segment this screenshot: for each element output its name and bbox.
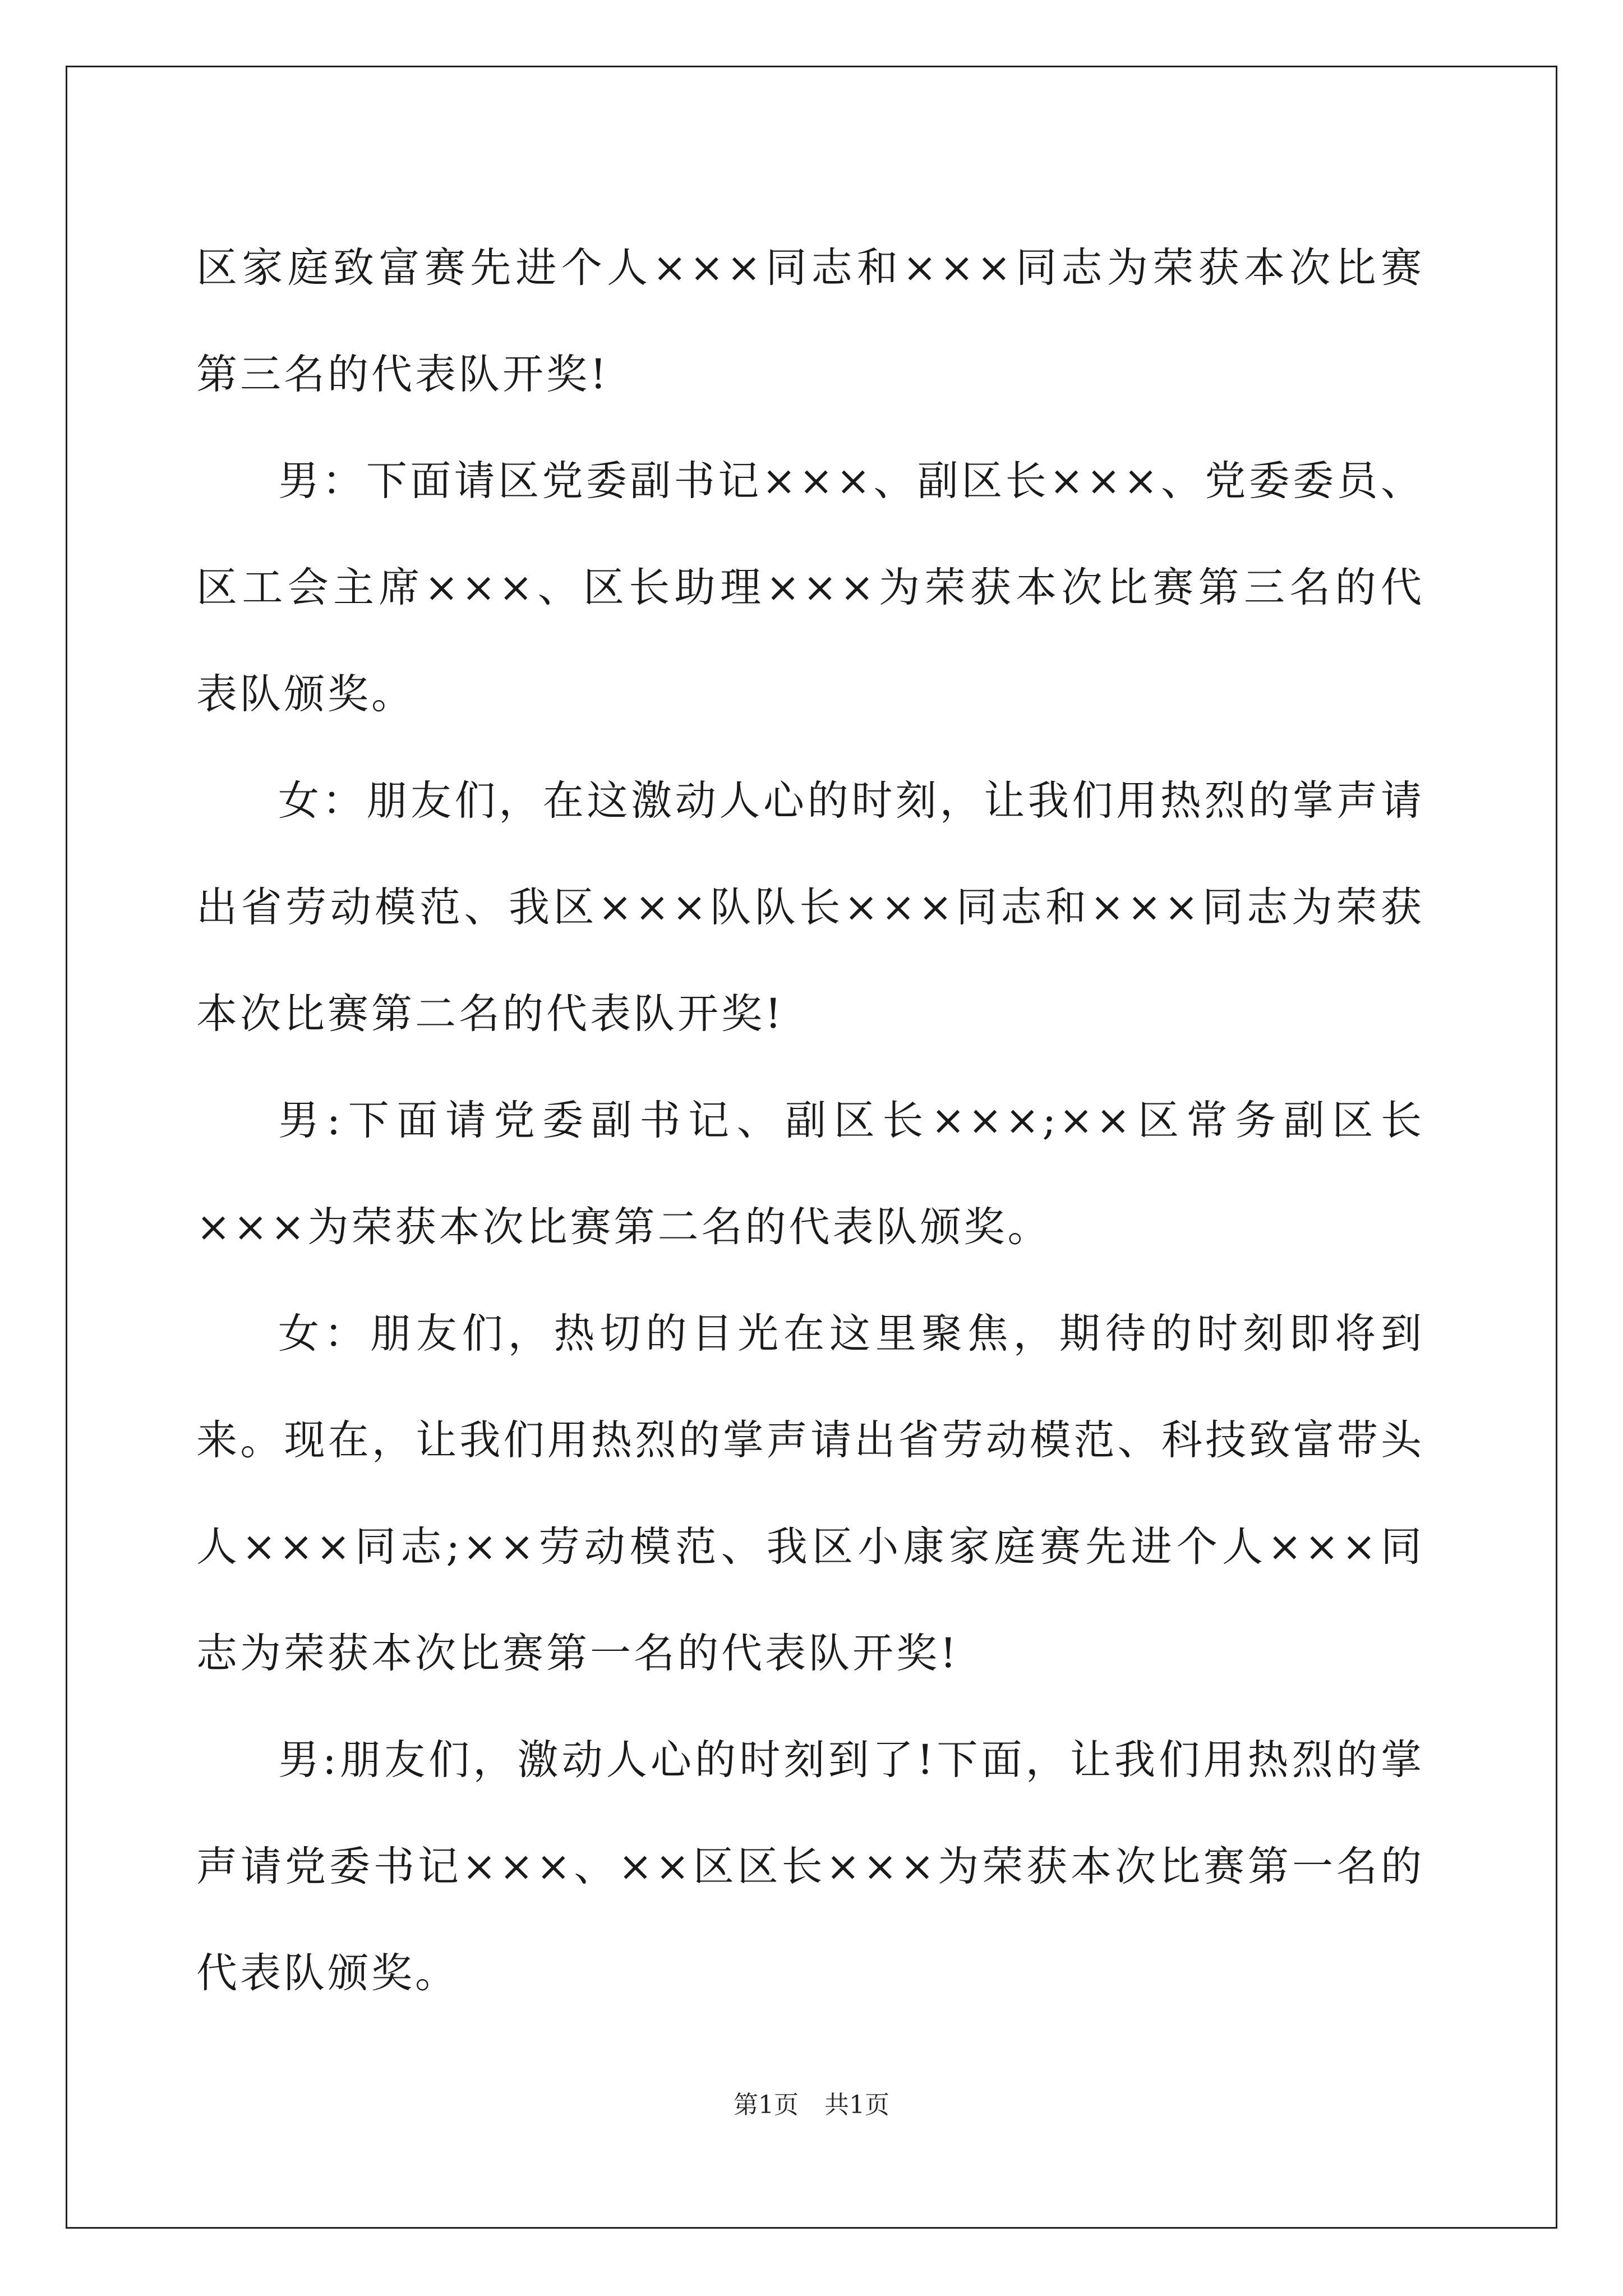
paragraph-1: 区家庭致富赛先进个人×××同志和×××同志为荣获本次比赛第三名的代表队开奖! <box>196 244 1424 398</box>
paragraph-5: 女：朋友们，热切的目光在这里聚焦，期待的时刻即将到来。现在，让我们用热烈的掌声请出省劳动模范、科技致富带头人×××同志;××劳动模范、我区小康家庭赛先进个人×××同志为荣获本次比赛第一名的代表队开奖! <box>196 1310 1425 1677</box>
page-number: 第1页 <box>734 2091 799 2119</box>
page-footer <box>0 2088 1623 2122</box>
paragraph-3: 女：朋友们，在这激动人心的时刻，让我们用热烈的掌声请出省劳动模范、我区×××队队长×××同志和×××同志为荣获本次比赛第二名的代表队开奖! <box>196 777 1424 1038</box>
page-total: 共1页 <box>824 2091 889 2119</box>
paragraph-2: 男：下面请区党委副书记×××、副区长×××、党委委员、区工会主席×××、区长助理×××为荣获本次比赛第三名的代表队颁奖。 <box>196 457 1424 718</box>
paragraph-6: 男:朋友们，激动人心的时刻到了!下面，让我们用热烈的掌声请党委书记×××、××区区长×××为荣获本次比赛第一名的代表队颁奖。 <box>196 1736 1424 1997</box>
paragraph-4: 男:下面请党委副书记、副区长×××;××区常务副区长×××为荣获本次比赛第二名的代表队颁奖。 <box>196 1097 1424 1251</box>
document-body <box>196 215 1424 2027</box>
